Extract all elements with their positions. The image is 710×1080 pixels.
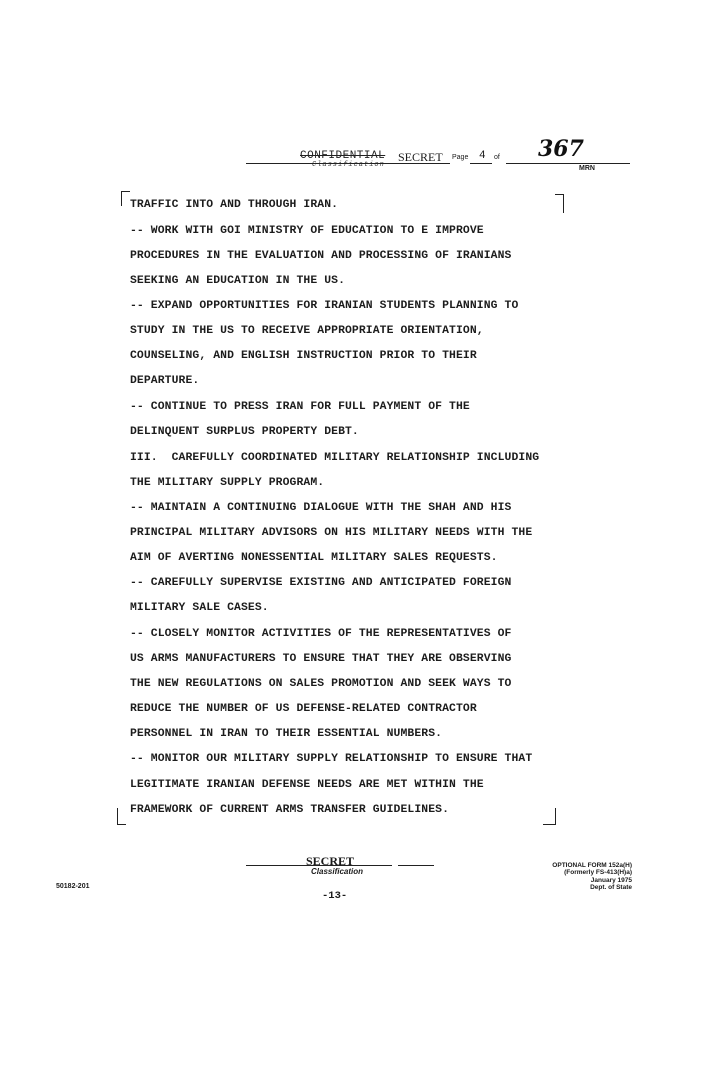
header-handwritten-number: 367 — [538, 136, 584, 162]
body-line: US ARMS MANUFACTURERS TO ENSURE THAT THEY ARE OBSERVING — [130, 653, 512, 665]
body-line: -- MAINTAIN A CONTINUING DIALOGUE WITH THE SHAH AND HIS — [130, 502, 512, 514]
body-line: DELINQUENT SURPLUS PROPERTY DEBT. — [130, 426, 359, 438]
bracket-top-right — [555, 194, 564, 213]
bracket-bottom-left — [117, 808, 126, 825]
body-line: PERSONNEL IN IRAN TO THEIR ESSENTIAL NUMBERS. — [130, 728, 443, 740]
body-line: MILITARY SALE CASES. — [130, 602, 269, 614]
header-page-label: Page — [452, 154, 469, 161]
body-line: -- MONITOR OUR MILITARY SUPPLY RELATIONSHIP TO ENSURE THAT — [130, 753, 533, 765]
body-line: SEEKING AN EDUCATION IN THE US. — [130, 275, 346, 287]
body-line: -- CAREFULLY SUPERVISE EXISTING AND ANTICIPATED FOREIGN — [130, 577, 512, 589]
header-page-rule — [470, 163, 492, 164]
body-line: -- CONTINUE TO PRESS IRAN FOR FULL PAYMENT OF THE — [130, 401, 470, 413]
body-line: THE NEW REGULATIONS ON SALES PROMOTION AND SEEK WAYS TO — [130, 678, 512, 690]
footer-page-number: -13- — [322, 890, 348, 902]
footer-classification: SECRET — [306, 854, 355, 868]
form-line: January 1975 — [590, 876, 632, 884]
bracket-top-left — [121, 191, 130, 206]
body-line: -- CLOSELY MONITOR ACTIVITIES OF THE REPRESENTATIVES OF — [130, 628, 512, 640]
footer-classification-label: Classification — [311, 867, 364, 876]
header-mrn-label: MRN — [579, 165, 595, 172]
body-line: STUDY IN THE US TO RECEIVE APPROPRIATE ORIENTATION, — [130, 325, 484, 337]
body-line: PRINCIPAL MILITARY ADVISORS ON HIS MILITARY NEEDS WITH THE — [130, 527, 533, 539]
bracket-bottom-right — [543, 808, 556, 825]
header-classification: SECRET — [398, 150, 443, 164]
body-line: -- EXPAND OPPORTUNITIES FOR IRANIAN STUDENTS PLANNING TO — [130, 300, 519, 312]
header-page-number: 4 — [479, 150, 486, 162]
body-line: PROCEDURES IN THE EVALUATION AND PROCESSING OF IRANIANS — [130, 250, 512, 262]
body-line: -- WORK WITH GOI MINISTRY OF EDUCATION TO E IMPROVE — [130, 225, 484, 237]
header-rule-right — [506, 163, 630, 164]
body-line: DEPARTURE. — [130, 375, 200, 387]
footer-doc-code: 50182-201 — [56, 883, 90, 890]
body-line: FRAMEWORK OF CURRENT ARMS TRANSFER GUIDELINES. — [130, 804, 450, 816]
header-classification-label: Classification — [312, 161, 385, 169]
form-line: (Formerly FS-413(H)a) — [564, 869, 632, 877]
footer-rule-right — [398, 865, 434, 866]
header-classification-struck: CONFIDENTIAL — [300, 150, 386, 162]
form-line: OPTIONAL FORM 152a(H) — [552, 862, 632, 869]
body-line: COUNSELING, AND ENGLISH INSTRUCTION PRIOR TO THEIR — [130, 350, 477, 362]
body-line: LEGITIMATE IRANIAN DEFENSE NEEDS ARE MET WITHIN THE — [130, 779, 484, 791]
body-line: REDUCE THE NUMBER OF US DEFENSE-RELATED CONTRACTOR — [130, 703, 477, 715]
header-rule-left — [246, 163, 302, 164]
form-line: Dept. of State — [590, 884, 632, 892]
body-line: TRAFFIC INTO AND THROUGH IRAN. — [130, 199, 339, 211]
body-line: III. CAREFULLY COORDINATED MILITARY RELATIONSHIP INCLUDING — [130, 452, 540, 464]
footer-form-block — [512, 862, 632, 892]
body-line: THE MILITARY SUPPLY PROGRAM. — [130, 477, 325, 489]
header-of-label: of — [494, 154, 500, 161]
body-line: AIM OF AVERTING NONESSENTIAL MILITARY SALES REQUESTS. — [130, 552, 498, 564]
